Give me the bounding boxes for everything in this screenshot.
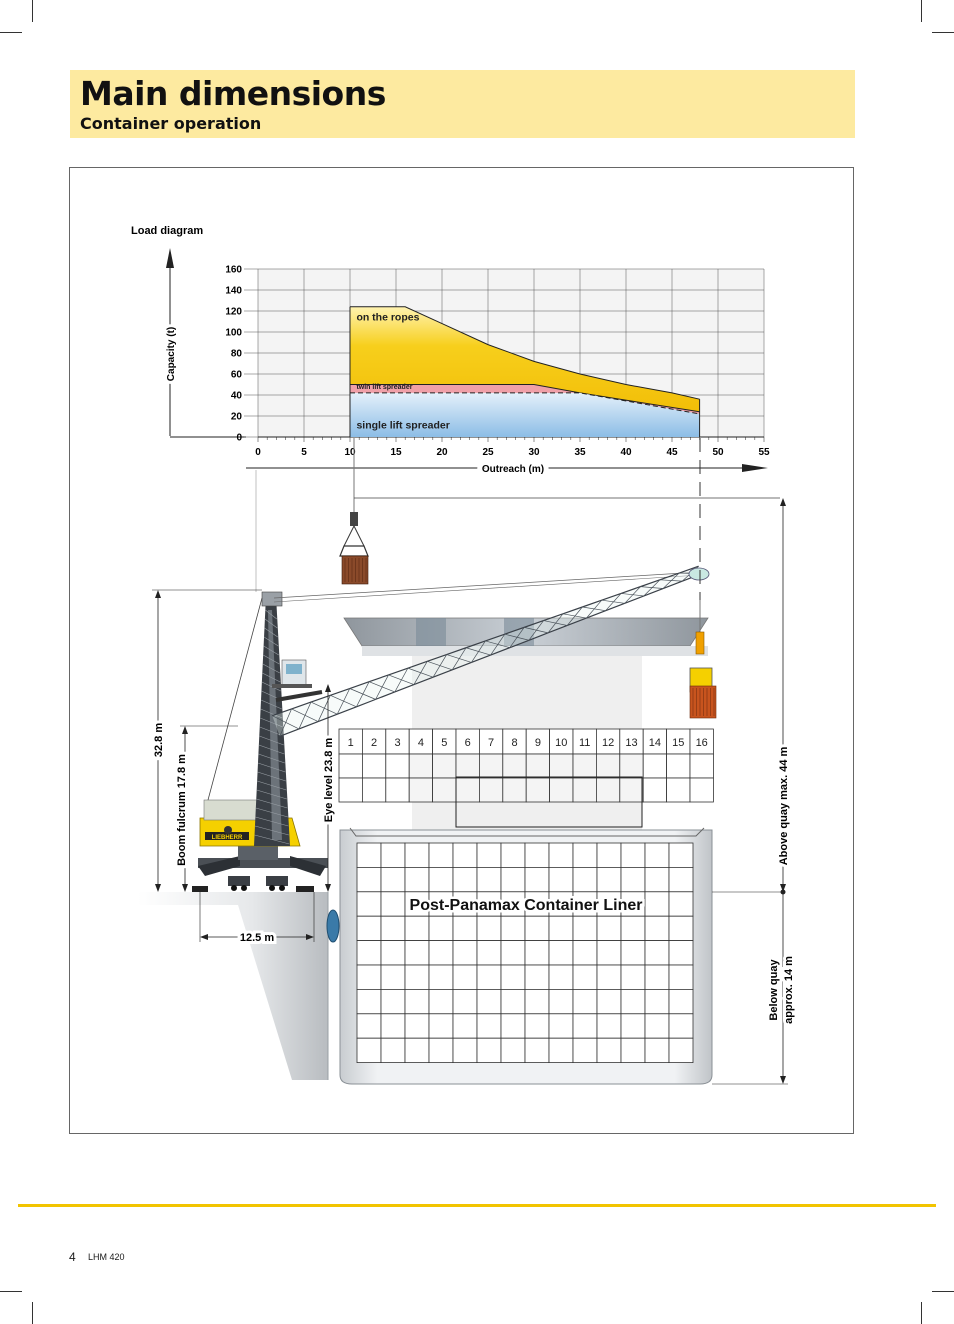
bay-number: 10 — [555, 737, 568, 749]
deck-container — [643, 778, 666, 802]
y-tick-label: 160 — [225, 264, 242, 276]
hold-container — [669, 892, 693, 916]
hold-container — [645, 1014, 669, 1038]
hold-container — [549, 989, 573, 1013]
hold-container — [501, 916, 525, 940]
hold-container — [549, 1038, 573, 1062]
hold-container — [381, 843, 405, 867]
hold-container — [381, 1038, 405, 1062]
hold-container — [525, 916, 549, 940]
dimension-above-quay — [712, 498, 790, 895]
crane-stay — [208, 598, 262, 800]
crane-boom-head — [689, 568, 709, 580]
hold-container — [549, 941, 573, 965]
bay-number: 15 — [672, 737, 685, 749]
y-tick-label: 40 — [230, 390, 242, 402]
y-tick-label: 100 — [225, 327, 242, 339]
x-tick-label: 30 — [528, 447, 540, 458]
deck-container — [456, 778, 479, 802]
dim-arrow — [200, 934, 208, 940]
x-axis-label: Outreach (m) — [481, 464, 545, 475]
y-axis-arrowhead — [166, 248, 174, 268]
crane-slewing-ring — [238, 846, 278, 860]
bay-number: 14 — [648, 737, 662, 749]
hold-container — [645, 916, 669, 940]
hold-container — [357, 965, 381, 989]
hold-container — [429, 1014, 453, 1038]
crane-cabin-arm — [272, 684, 312, 688]
hold-container — [381, 1014, 405, 1038]
deck-container — [339, 754, 362, 778]
hold-container — [453, 1038, 477, 1062]
crane-pad — [296, 886, 314, 892]
deck-container — [409, 754, 432, 778]
deck-container — [526, 778, 549, 802]
deck-container — [479, 778, 502, 802]
hold-container — [573, 1038, 597, 1062]
height-label: 32.8 m — [153, 722, 165, 758]
hold-container — [429, 965, 453, 989]
hold-container — [621, 941, 645, 965]
deck-container — [479, 754, 502, 778]
above-quay-label: Above quay max. 44 m — [778, 746, 790, 866]
hold-container — [453, 843, 477, 867]
hold-container — [453, 1014, 477, 1038]
bay-number: 7 — [488, 737, 495, 749]
y-axis-label: Capacity (t) — [166, 326, 177, 382]
hold-container — [381, 892, 405, 916]
hold-container — [357, 1038, 381, 1062]
hold-container — [645, 843, 669, 867]
hold-container — [669, 843, 693, 867]
bay-number: 3 — [394, 737, 401, 749]
bay-number: 1 — [347, 737, 354, 749]
hold-container — [573, 941, 597, 965]
container — [342, 556, 368, 584]
deck-container — [503, 754, 526, 778]
hold-container — [405, 989, 429, 1013]
hold-container — [357, 867, 381, 891]
bay-number: 16 — [695, 737, 708, 749]
hold-container — [621, 1014, 645, 1038]
y-tick-label: 60 — [230, 369, 242, 381]
hold-container — [621, 867, 645, 891]
hold-container — [573, 867, 597, 891]
hold-container — [669, 1038, 693, 1062]
x-tick-label: 25 — [482, 447, 494, 458]
bay-number: 5 — [441, 737, 448, 749]
y-tick-label: 120 — [225, 306, 242, 318]
hold-container — [501, 941, 525, 965]
container — [690, 686, 716, 718]
series-label-twin: twin lift spreader — [356, 384, 413, 392]
ship-label: Post-Panamax Container Liner — [409, 897, 643, 914]
hold-container — [549, 916, 573, 940]
hold-container — [597, 1038, 621, 1062]
hold-container — [645, 1038, 669, 1062]
hold-container — [477, 1014, 501, 1038]
hold-container — [597, 1014, 621, 1038]
hold-container — [525, 989, 549, 1013]
crane-brand-text: LIEBHERR — [211, 835, 243, 841]
hold-container — [477, 1038, 501, 1062]
base-width-label: 12.5 m — [239, 932, 275, 944]
crane-bogie — [228, 876, 250, 886]
hold-container — [573, 965, 597, 989]
deck-container — [362, 754, 385, 778]
hold-container — [597, 941, 621, 965]
hold-container — [429, 989, 453, 1013]
hold-container — [573, 916, 597, 940]
crane-wheel — [241, 885, 247, 891]
hold-container — [429, 1038, 453, 1062]
hold-container — [645, 965, 669, 989]
hold-container — [525, 1014, 549, 1038]
hold-container — [477, 941, 501, 965]
crane-tower-head — [262, 592, 282, 606]
bay-number: 13 — [625, 737, 638, 749]
deck-container — [433, 778, 456, 802]
bay-number: 8 — [511, 737, 518, 749]
y-tick-label: 80 — [230, 348, 242, 360]
dim-arrow — [182, 726, 188, 734]
quay-body — [138, 892, 328, 1080]
hold-container — [477, 965, 501, 989]
hold-container — [549, 843, 573, 867]
page-title: Main dimensions — [80, 74, 386, 113]
hold-container — [357, 1014, 381, 1038]
hold-container — [405, 1038, 429, 1062]
crane-wheel — [231, 885, 237, 891]
x-tick-label: 10 — [344, 447, 356, 458]
hold-container — [405, 941, 429, 965]
hold-container — [357, 892, 381, 916]
deck-container — [643, 754, 666, 778]
deck-container — [550, 754, 573, 778]
eye-level-label: Eye level 23.8 m — [323, 737, 335, 823]
hold-container — [621, 843, 645, 867]
hold-container — [525, 867, 549, 891]
hold-container — [477, 843, 501, 867]
hold-container — [669, 916, 693, 940]
crane-luffing-cylinder — [276, 692, 322, 700]
y-tick-label: 140 — [225, 285, 242, 297]
hold-container — [357, 843, 381, 867]
footer-rule — [18, 1204, 936, 1207]
hold-container — [501, 989, 525, 1013]
hold-container — [525, 1038, 549, 1062]
hold-container — [573, 1014, 597, 1038]
deck-container — [573, 754, 596, 778]
model-name: LHM 420 — [88, 1252, 125, 1262]
x-tick-label: 20 — [436, 447, 448, 458]
deck-container — [409, 778, 432, 802]
chart-title: Load diagram — [131, 225, 204, 237]
hold-container — [597, 843, 621, 867]
hold-container — [645, 867, 669, 891]
dim-arrow — [155, 884, 161, 892]
hold-container — [573, 843, 597, 867]
hold-container — [621, 916, 645, 940]
page-subtitle: Container operation — [80, 114, 262, 133]
hold-container — [597, 965, 621, 989]
deck-container — [526, 754, 549, 778]
hold-container — [477, 867, 501, 891]
hold-container — [405, 916, 429, 940]
hold-container — [381, 965, 405, 989]
x-tick-label: 40 — [620, 447, 632, 458]
hold-container — [669, 989, 693, 1013]
x-tick-label: 0 — [255, 447, 261, 458]
bay-number: 9 — [534, 737, 541, 749]
hold-container — [549, 965, 573, 989]
deck-container — [433, 754, 456, 778]
hold-container — [597, 916, 621, 940]
hold-container — [501, 843, 525, 867]
deck-container — [620, 778, 643, 802]
deck-container — [362, 778, 385, 802]
deck-container — [620, 754, 643, 778]
x-tick-label: 45 — [666, 447, 678, 458]
hold-container — [621, 989, 645, 1013]
quay-level-dot — [781, 890, 786, 895]
deck-container — [386, 754, 409, 778]
crane-engine-house — [204, 800, 262, 820]
hold-container — [381, 941, 405, 965]
hold-container — [453, 989, 477, 1013]
y-tick-label: 20 — [230, 411, 242, 423]
hook-block — [696, 632, 704, 654]
crane-bogie — [266, 876, 288, 886]
hold-container — [645, 989, 669, 1013]
x-axis-arrowhead — [742, 464, 768, 472]
hold-container — [429, 867, 453, 891]
hold-container — [453, 965, 477, 989]
fender-icon — [327, 910, 339, 942]
hold-container — [381, 916, 405, 940]
bay-number: 12 — [601, 737, 615, 749]
bay-number: 6 — [464, 737, 471, 749]
deck-container — [456, 754, 479, 778]
series-label-ropes: on the ropes — [356, 311, 420, 324]
load-diagram — [131, 225, 770, 475]
dim-arrow — [325, 884, 331, 892]
hold-container — [621, 965, 645, 989]
hold-container — [669, 867, 693, 891]
deck-container — [550, 778, 573, 802]
crane-wheel — [279, 885, 285, 891]
chart-plot — [225, 265, 770, 459]
spreader-link — [344, 526, 354, 546]
hold-container — [357, 941, 381, 965]
hold-container — [549, 867, 573, 891]
x-tick-label: 50 — [712, 447, 724, 458]
below-quay-label: Below quay — [768, 959, 780, 1021]
hold-container — [429, 941, 453, 965]
deck-container — [690, 754, 713, 778]
spreader-frame — [340, 546, 368, 556]
hold-container — [669, 1014, 693, 1038]
x-tick-label: 15 — [390, 447, 402, 458]
y-tick-label: 0 — [236, 432, 242, 444]
quay — [138, 892, 339, 1080]
deck-container — [596, 778, 619, 802]
hold-container — [525, 843, 549, 867]
crane-wheel — [269, 885, 275, 891]
hold-container — [381, 989, 405, 1013]
dim-arrow — [780, 1076, 786, 1084]
crane-pad — [192, 886, 208, 892]
dim-arrow — [155, 590, 161, 598]
hold-container — [453, 867, 477, 891]
deck-container — [667, 778, 690, 802]
spreader-link — [354, 526, 364, 546]
x-tick-label: 55 — [758, 447, 770, 458]
bay-number: 4 — [417, 737, 424, 749]
hold-container — [597, 989, 621, 1013]
hold-container — [429, 843, 453, 867]
crane-hub — [224, 826, 232, 834]
dim-arrow — [325, 684, 331, 692]
hold-container — [453, 941, 477, 965]
bay-number: 11 — [578, 737, 591, 749]
hold-container — [357, 989, 381, 1013]
hold-container — [645, 941, 669, 965]
dim-arrow — [182, 884, 188, 892]
hold-container — [453, 916, 477, 940]
hold-container — [669, 965, 693, 989]
hold-container — [597, 867, 621, 891]
hold-containers — [357, 843, 693, 1063]
hold-container — [549, 1014, 573, 1038]
hold-container — [501, 1014, 525, 1038]
hold-container — [429, 916, 453, 940]
hold-container — [405, 965, 429, 989]
spreader-left — [340, 438, 368, 584]
hold-container — [501, 1038, 525, 1062]
hold-container — [357, 916, 381, 940]
boom-fulcrum-label: Boom fulcrum 17.8 m — [176, 754, 188, 866]
series-label-single: single lift spreader — [356, 419, 450, 432]
crane-cabin-window — [286, 664, 302, 674]
ship-bridge-base — [362, 646, 708, 656]
x-tick-label: 35 — [574, 447, 586, 458]
dim-arrow — [780, 498, 786, 506]
hold-container — [669, 941, 693, 965]
ship-bridge-window — [416, 618, 446, 646]
page-number: 4 — [69, 1250, 76, 1264]
deck-container — [503, 778, 526, 802]
deck-container — [596, 754, 619, 778]
hold-container — [405, 843, 429, 867]
hold-container — [405, 1014, 429, 1038]
hold-container — [573, 989, 597, 1013]
hold-container — [381, 867, 405, 891]
dimension-below-quay — [712, 894, 795, 1084]
deck-container — [386, 778, 409, 802]
hold-container — [621, 1038, 645, 1062]
hold-container — [525, 965, 549, 989]
below-quay-value: approx. 14 m — [783, 956, 795, 1024]
hook-block — [350, 512, 358, 526]
deck-container — [667, 754, 690, 778]
hold-container — [525, 941, 549, 965]
hold-container — [477, 916, 501, 940]
hold-container — [645, 892, 669, 916]
hold-container — [405, 867, 429, 891]
deck-container — [573, 778, 596, 802]
deck-container — [339, 778, 362, 802]
deck-container — [690, 778, 713, 802]
hold-container — [501, 867, 525, 891]
hold-container — [477, 989, 501, 1013]
x-tick-label: 5 — [301, 447, 307, 458]
bay-number: 2 — [371, 737, 378, 749]
hold-container — [501, 965, 525, 989]
